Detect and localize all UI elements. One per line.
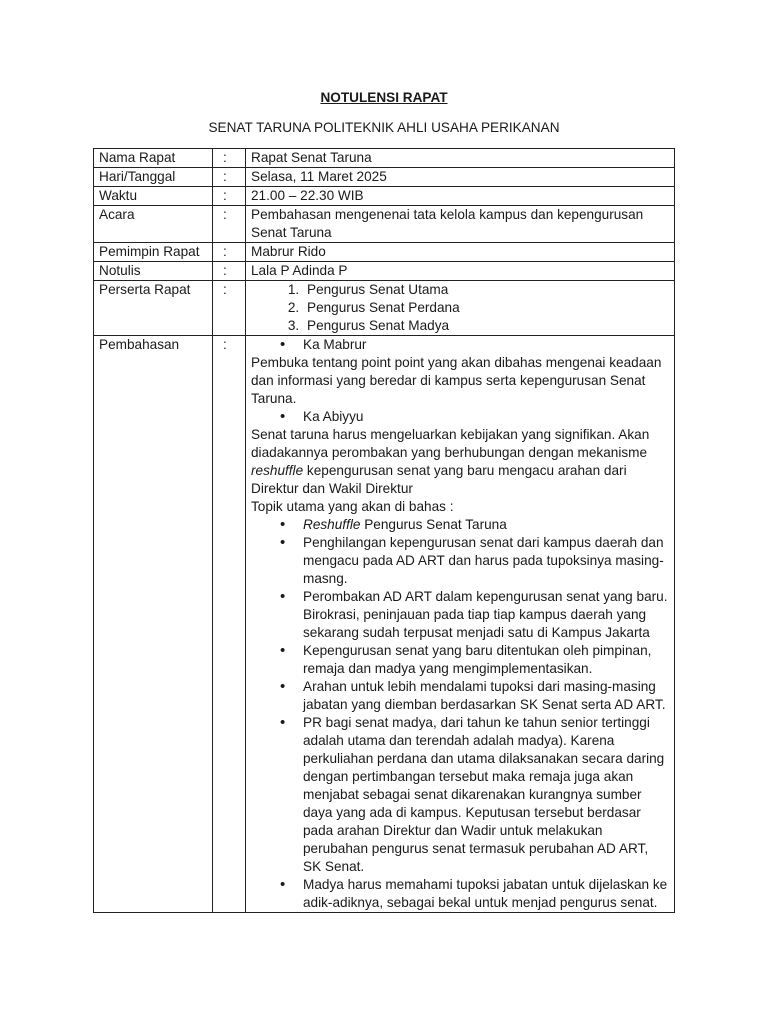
meeting-table bbox=[93, 148, 675, 913]
topics-intro: Topik utama yang akan di bahas : bbox=[251, 499, 454, 514]
label-acara: Acara bbox=[94, 206, 213, 243]
label-pemimpin-rapat: Pemimpin Rapat bbox=[94, 243, 213, 262]
value-notulis: Lala P Adinda P bbox=[246, 262, 675, 281]
statement-emphasis: reshuffle bbox=[251, 463, 304, 478]
participant-list bbox=[251, 281, 669, 335]
colon: : bbox=[213, 336, 246, 913]
participant-item: 3. Pengurus Senat Madya bbox=[303, 317, 669, 335]
row-acara bbox=[94, 206, 675, 243]
label-hari-tanggal: Hari/Tanggal bbox=[94, 168, 213, 187]
topic-item bbox=[303, 516, 669, 534]
speaker-statement bbox=[251, 426, 669, 498]
colon: : bbox=[213, 262, 246, 281]
topic-item: • Kepengurusan senat yang baru ditentukan oleh pimpinan, remaja dan madya yang mengimplementasikan. bbox=[303, 642, 669, 678]
speaker-name: • Ka Mabrur bbox=[303, 336, 669, 354]
speaker-list bbox=[251, 408, 669, 426]
row-nama-rapat bbox=[94, 149, 675, 168]
colon: : bbox=[213, 187, 246, 206]
colon: : bbox=[213, 168, 246, 187]
row-notulis bbox=[94, 262, 675, 281]
topic-emphasis: Reshuffle bbox=[303, 517, 361, 532]
value-pemimpin-rapat: Mabrur Rido bbox=[246, 243, 675, 262]
value-acara: Pembahasan mengenenai tata kelola kampus dan kepengurusan Senat Taruna bbox=[246, 206, 675, 243]
label-notulis: Notulis bbox=[94, 262, 213, 281]
speaker-statement: Pembuka tentang point point yang akan dibahas mengenai keadaan dan informasi yang beredar di kampus serta kepengurusan Senat Taruna. bbox=[251, 355, 662, 406]
row-peserta-rapat bbox=[94, 281, 675, 336]
value-pembahasan bbox=[246, 336, 675, 913]
colon: : bbox=[213, 206, 246, 243]
label-waktu: Waktu bbox=[94, 187, 213, 206]
value-peserta-rapat bbox=[246, 281, 675, 336]
value-waktu: 21.00 – 22.30 WIB bbox=[246, 187, 675, 206]
row-pemimpin-rapat bbox=[94, 243, 675, 262]
row-waktu bbox=[94, 187, 675, 206]
document-title: NOTULENSI RAPAT bbox=[320, 90, 448, 105]
topic-item: • Perombakan AD ART dalam kepengurusan senat yang baru. Birokrasi, peninjauan pada tiap tiap kampus daerah yang sekarang sudah terpusat menjadi satu di Kampus Jakarta bbox=[303, 588, 669, 642]
participant-item: 1. Pengurus Senat Utama bbox=[303, 281, 669, 299]
participant-item: 2. Pengurus Senat Perdana bbox=[303, 299, 669, 317]
statement-text: Senat taruna harus mengeluarkan kebijakan yang signifikan. Akan diadakannya perombakan yang berhubungan dengan mekanisme bbox=[251, 427, 650, 460]
topic-item: • Arahan untuk lebih mendalami tupoksi dari masing-masing jabatan yang diemban berdasarkan SK Senat serta AD ART. bbox=[303, 678, 669, 714]
topic-item: • PR bagi senat madya, dari tahun ke tahun senior tertinggi adalah utama dan terendah adalah madya). Karena perkuliahan perdana dan utama dilaksanakan secara daring dengan pertimbangan tersebut maka remaja juga akan menjabat sebagai senat dikarenakan kurangnya sumber daya yang ada di kampus. Keputusan tersebut berdasar pada arahan Direktur dan Wadir untuk melakukan perubahan pengurus senat termasuk perubahan AD ART, SK Senat. bbox=[303, 714, 669, 876]
label-pembahasan: Pembahasan bbox=[94, 336, 213, 913]
speaker-name: • Ka Abiyyu bbox=[303, 408, 669, 426]
colon: : bbox=[213, 281, 246, 336]
row-pembahasan bbox=[94, 336, 675, 913]
topic-list bbox=[251, 516, 669, 912]
label-nama-rapat: Nama Rapat bbox=[94, 149, 213, 168]
row-hari-tanggal bbox=[94, 168, 675, 187]
topic-item: • Penghilangan kepengurusan senat dari kampus daerah dan mengacu pada AD ART dan harus pada tupoksinya masing-masng. bbox=[303, 534, 669, 588]
speaker-list bbox=[251, 336, 669, 354]
value-nama-rapat: Rapat Senat Taruna bbox=[246, 149, 675, 168]
colon: : bbox=[213, 243, 246, 262]
document-subtitle: SENAT TARUNA POLITEKNIK AHLI USAHA PERIKANAN bbox=[208, 120, 560, 135]
value-hari-tanggal: Selasa, 11 Maret 2025 bbox=[246, 168, 675, 187]
colon: : bbox=[213, 149, 246, 168]
statement-text: kepengurusan senat yang baru mengacu arahan dari Direktur dan Wakil Direktur bbox=[251, 463, 627, 496]
topic-text: Pengurus Senat Taruna bbox=[360, 517, 507, 532]
topic-item: • Madya harus memahami tupoksi jabatan untuk dijelaskan ke adik-adiknya, sebagai bekal untuk menjad pengurus senat. bbox=[303, 876, 669, 912]
label-peserta-rapat: Perserta Rapat bbox=[94, 281, 213, 336]
